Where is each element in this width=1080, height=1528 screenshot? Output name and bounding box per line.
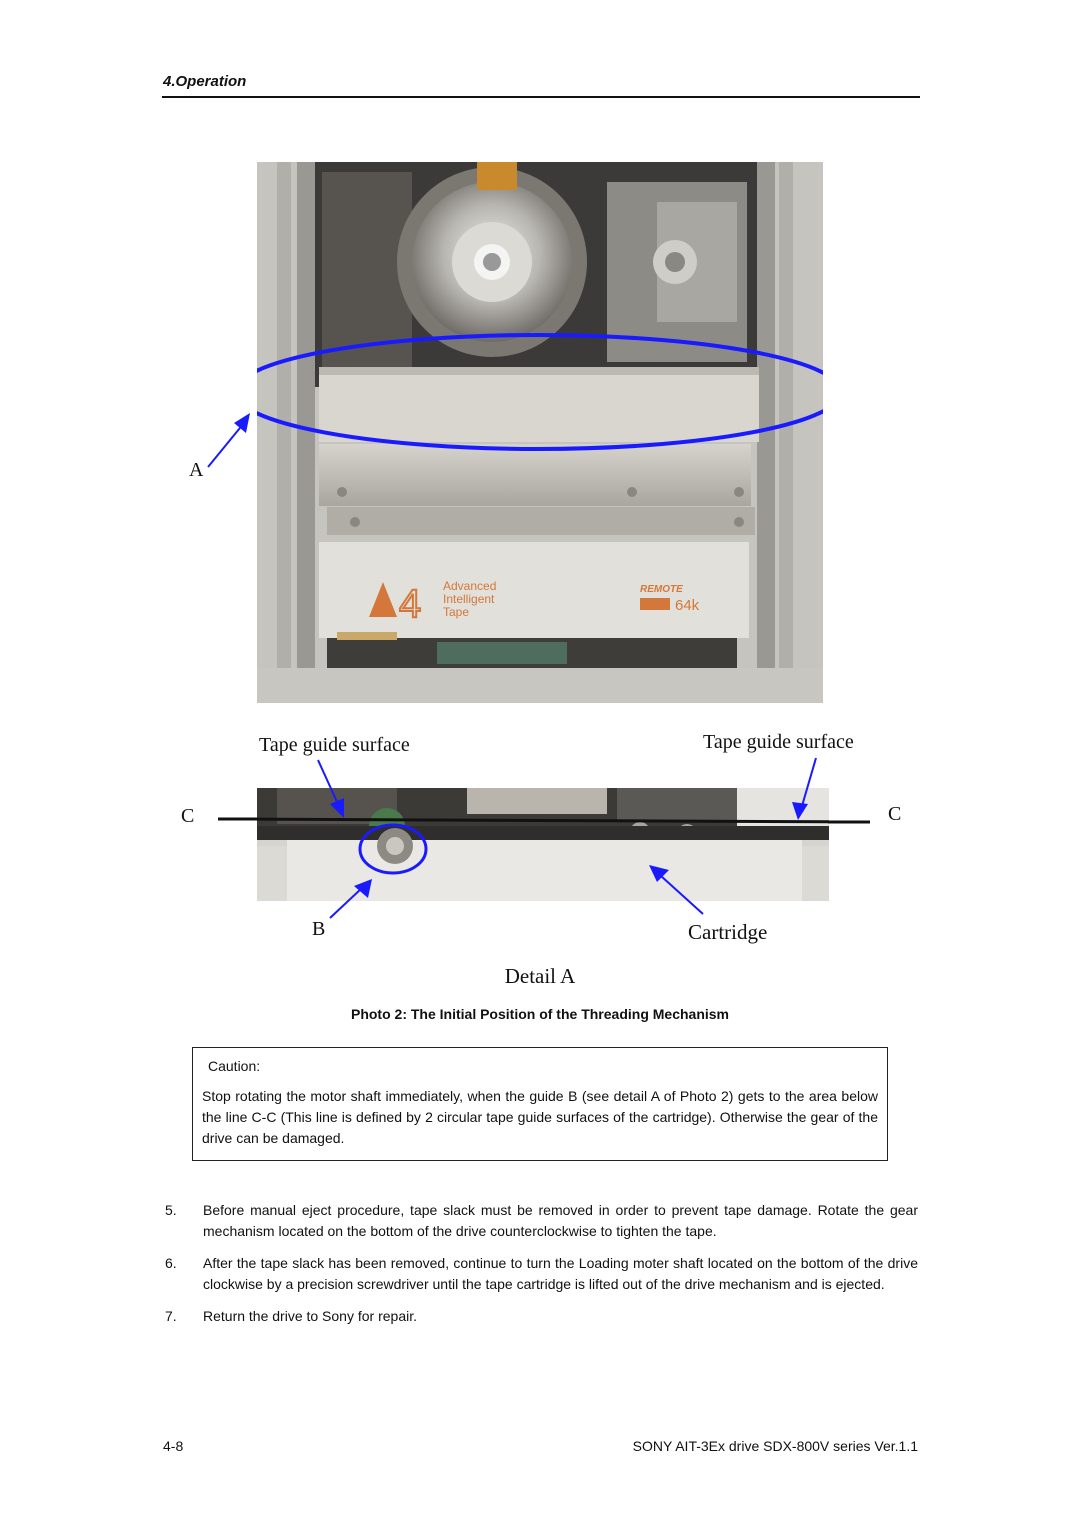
label-tape-guide-right: Tape guide surface bbox=[703, 731, 854, 753]
step-number: 5. bbox=[165, 1202, 177, 1218]
svg-text:Tape: Tape bbox=[443, 605, 470, 619]
svg-text:Advanced: Advanced bbox=[443, 579, 497, 593]
arrow-b-icon bbox=[326, 876, 376, 922]
step-number: 7. bbox=[165, 1308, 177, 1324]
procedure-steps bbox=[165, 1200, 918, 1338]
document-title: SONY AIT-3Ex drive SDX-800V series Ver.1.1 bbox=[632, 1438, 918, 1454]
list-item bbox=[165, 1200, 918, 1242]
arrow-cartridge-icon bbox=[645, 862, 707, 918]
label-b: B bbox=[312, 918, 326, 940]
page-number: 4-8 bbox=[163, 1438, 184, 1454]
drive-mechanism-illustration bbox=[257, 162, 823, 703]
arrow-tape-guide-left-icon bbox=[312, 758, 352, 820]
label-detail-a: Detail A bbox=[504, 964, 576, 988]
step-text: Before manual eject procedure, tape slack must be removed in order to prevent tape damage. Rotate the gear mechanism located on the bottom of the drive counterclockwise to tighten the tape. bbox=[203, 1202, 918, 1239]
label-c-right: C bbox=[888, 803, 902, 825]
label-tape-guide-left: Tape guide surface bbox=[259, 734, 410, 756]
caution-text: Stop rotating the motor shaft immediately, when the guide B (see detail A of Photo 2) gets to the area below the line C-C (This line is defined by 2 circular tape guide surfaces of the cartridge). Otherwise the gear of the drive can be damaged. bbox=[202, 1088, 878, 1146]
list-item bbox=[165, 1306, 918, 1327]
step-text: After the tape slack has been removed, continue to turn the Loading moter shaft located on the bottom of the drive clockwise by a precision screwdriver until the tape cartridge is lifted out of the drive mechanism and is ejected. bbox=[203, 1255, 918, 1292]
caution-title: Caution: bbox=[208, 1058, 261, 1074]
photo-caption: Photo 2: The Initial Position of the Threading Mechanism bbox=[350, 1006, 730, 1022]
arrow-a-icon bbox=[200, 405, 260, 475]
list-item bbox=[165, 1253, 918, 1295]
svg-text:64k: 64k bbox=[675, 597, 700, 614]
svg-text:REMOTE: REMOTE bbox=[640, 584, 683, 595]
step-number: 6. bbox=[165, 1255, 177, 1271]
drive-mechanism-photo bbox=[257, 162, 823, 703]
label-cartridge: Cartridge bbox=[688, 920, 768, 944]
step-text: Return the drive to Sony for repair. bbox=[203, 1308, 417, 1324]
header-rule bbox=[162, 96, 920, 98]
section-header: 4.Operation bbox=[163, 73, 247, 90]
svg-text:4: 4 bbox=[399, 582, 422, 626]
label-a: A bbox=[189, 459, 204, 481]
arrow-tape-guide-right-icon bbox=[786, 756, 822, 822]
caution-box bbox=[192, 1047, 888, 1161]
svg-text:Intelligent: Intelligent bbox=[443, 592, 495, 606]
label-c-left: C bbox=[181, 805, 195, 827]
